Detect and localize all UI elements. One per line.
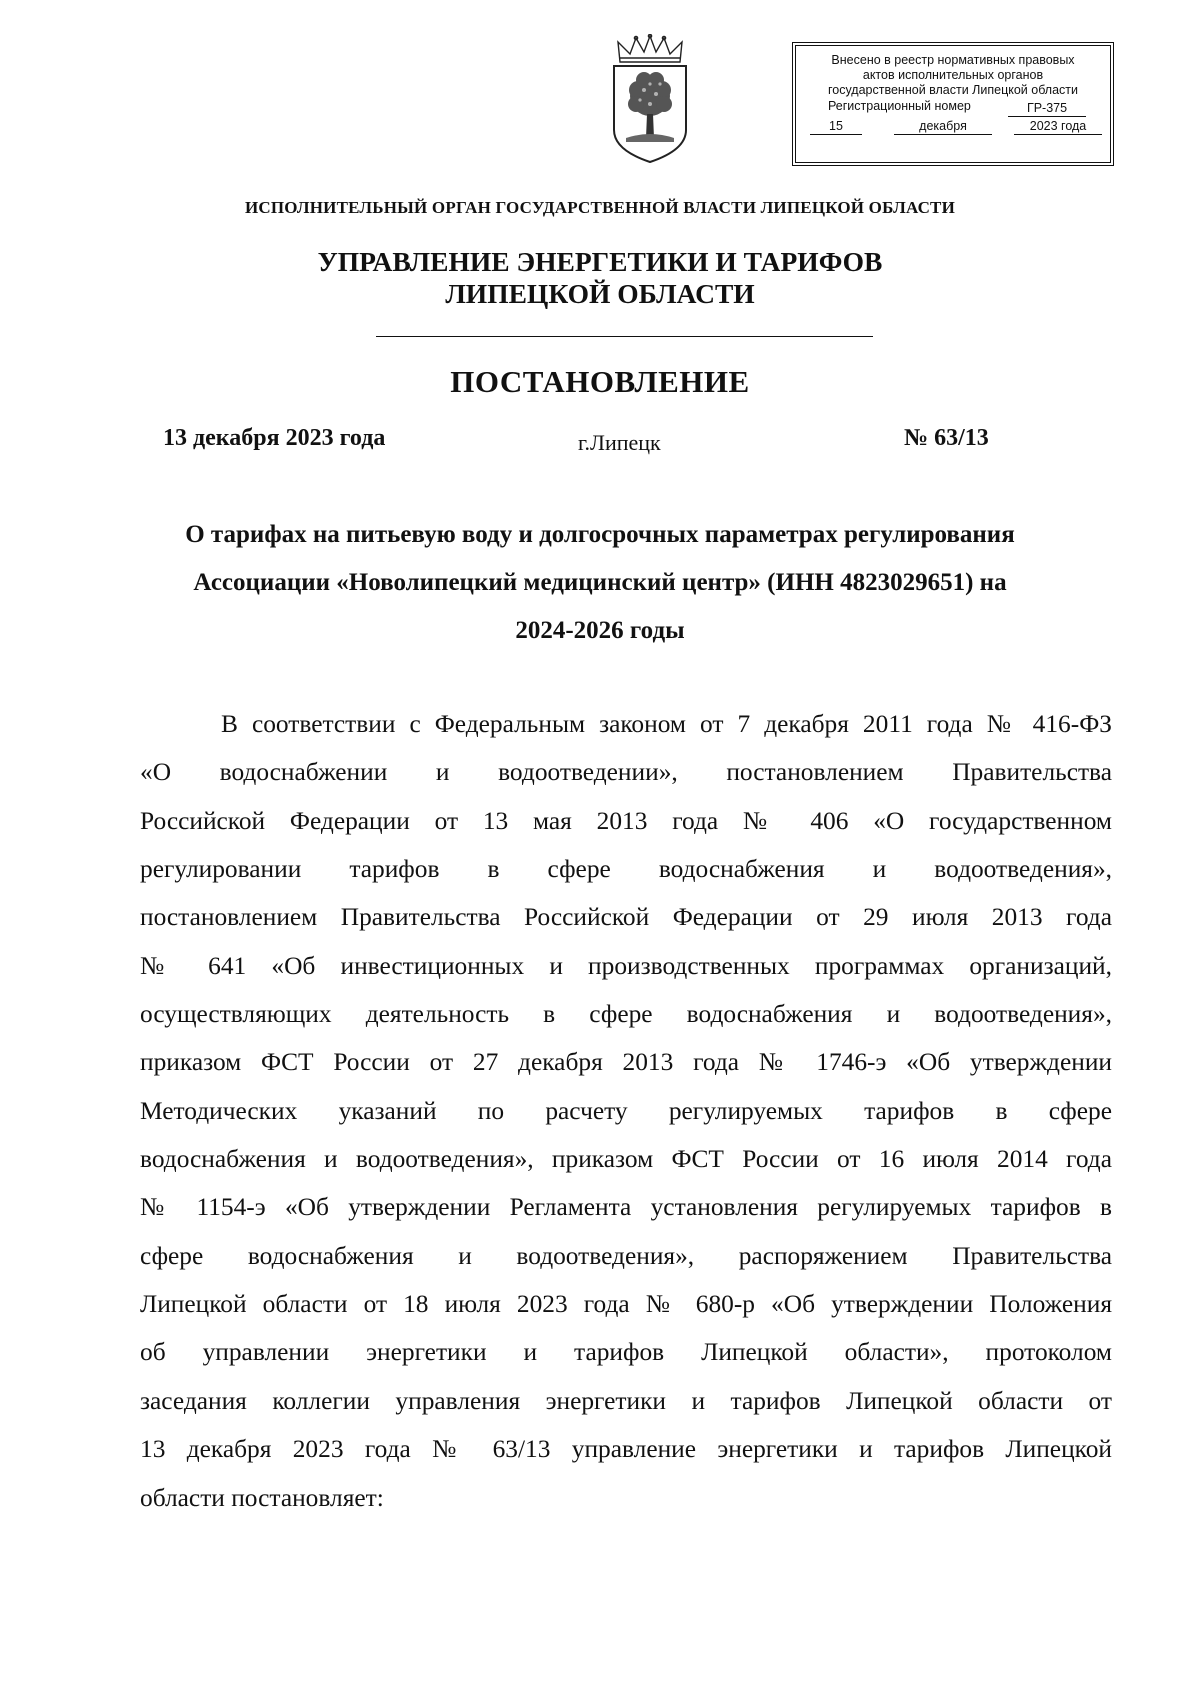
stamp-line-2: актов исполнительных органов — [862, 68, 1044, 82]
document-date: 13 декабря 2023 года — [163, 425, 386, 451]
body-line: постановлением Правительства Российской Федерации от 29 июля 2013 года — [140, 903, 1112, 932]
stamp-month: декабря — [894, 119, 992, 135]
body-line: Липецкой области от 18 июля 2023 года № 680-р «Об утверждении Положения — [140, 1290, 1112, 1319]
body-line: регулировании тарифов в сфере водоснабжения и водоотведения», — [140, 855, 1112, 884]
stamp-year: 2023 года — [1014, 119, 1102, 135]
stamp-registration-number: ГР-375 — [1008, 101, 1086, 117]
body-line: «О водоснабжении и водоотведении», постановлением Правительства — [140, 758, 1112, 787]
body-paragraph — [140, 700, 1112, 1522]
document-subject — [140, 511, 1060, 655]
registry-stamp — [792, 42, 1114, 166]
body-line: приказом ФСТ России от 27 декабря 2013 года № 1746-э «Об утверждении — [140, 1048, 1112, 1077]
body-line: заседания коллегии управления энергетики и тарифов Липецкой области от — [140, 1386, 1112, 1415]
stamp-registration-label: Регистрационный номер — [828, 99, 971, 113]
document-city: г.Липецк — [578, 430, 661, 455]
stamp-line-1: Внесено в реестр нормативных правовых — [831, 53, 1075, 67]
department-name — [0, 246, 1200, 310]
body-line: сфере водоснабжения и водоотведения», распоряжением Правительства — [140, 1241, 1112, 1270]
body-line: водоснабжения и водоотведения», приказом ФСТ России от 16 июля 2014 года — [140, 1145, 1112, 1174]
subject-line-1: О тарифах на питьевую воду и долгосрочных параметрах регулирования — [185, 521, 1015, 548]
body-line: № 1154-э «Об утверждении Регламента установления регулируемых тарифов в — [140, 1193, 1112, 1222]
issuing-authority: ИСПОЛНИТЕЛЬНЫЙ ОРГАН ГОСУДАРСТВЕННОЙ ВЛАСТИ ЛИПЕЦКОЙ ОБЛАСТИ — [244, 198, 956, 217]
stamp-date-row — [796, 119, 1110, 136]
body-line: области постановляет: — [140, 1483, 384, 1512]
body-line: В соответствии с Федеральным законом от 7 декабря 2011 года № 416-ФЗ — [221, 710, 1112, 738]
document-type: ПОСТАНОВЛЕНИЕ — [450, 364, 750, 399]
coat-of-arms-icon — [606, 34, 694, 166]
stamp-registration-row — [796, 99, 1110, 116]
subject-line-2: Ассоциации «Новолипецкий медицинский центр» (ИНН 4823029651) на — [193, 569, 1007, 596]
department-name-line-2: ЛИПЕЦКОЙ ОБЛАСТИ — [445, 278, 755, 309]
body-line: № 641 «Об инвестиционных и производственных программах организаций, — [140, 951, 1112, 980]
body-line: 13 декабря 2023 года № 63/13 управление энергетики и тарифов Липецкой — [140, 1435, 1112, 1464]
stamp-day: 15 — [810, 119, 862, 135]
body-line: осуществляющих деятельность в сфере водоснабжения и водоотведения», — [140, 1000, 1112, 1029]
header-divider — [376, 336, 873, 337]
department-name-line-1: УПРАВЛЕНИЕ ЭНЕРГЕТИКИ И ТАРИФОВ — [317, 246, 883, 277]
body-line: Российской Федерации от 13 мая 2013 года № 406 «О государственном — [140, 806, 1112, 835]
subject-line-3: 2024-2026 годы — [515, 617, 685, 644]
document-number: № 63/13 — [904, 425, 989, 451]
body-line: об управлении энергетики и тарифов Липецкой области», протоколом — [140, 1338, 1112, 1367]
body-line: Методических указаний по расчету регулируемых тарифов в сфере — [140, 1096, 1112, 1125]
stamp-line-3: государственной власти Липецкой области — [827, 83, 1079, 97]
